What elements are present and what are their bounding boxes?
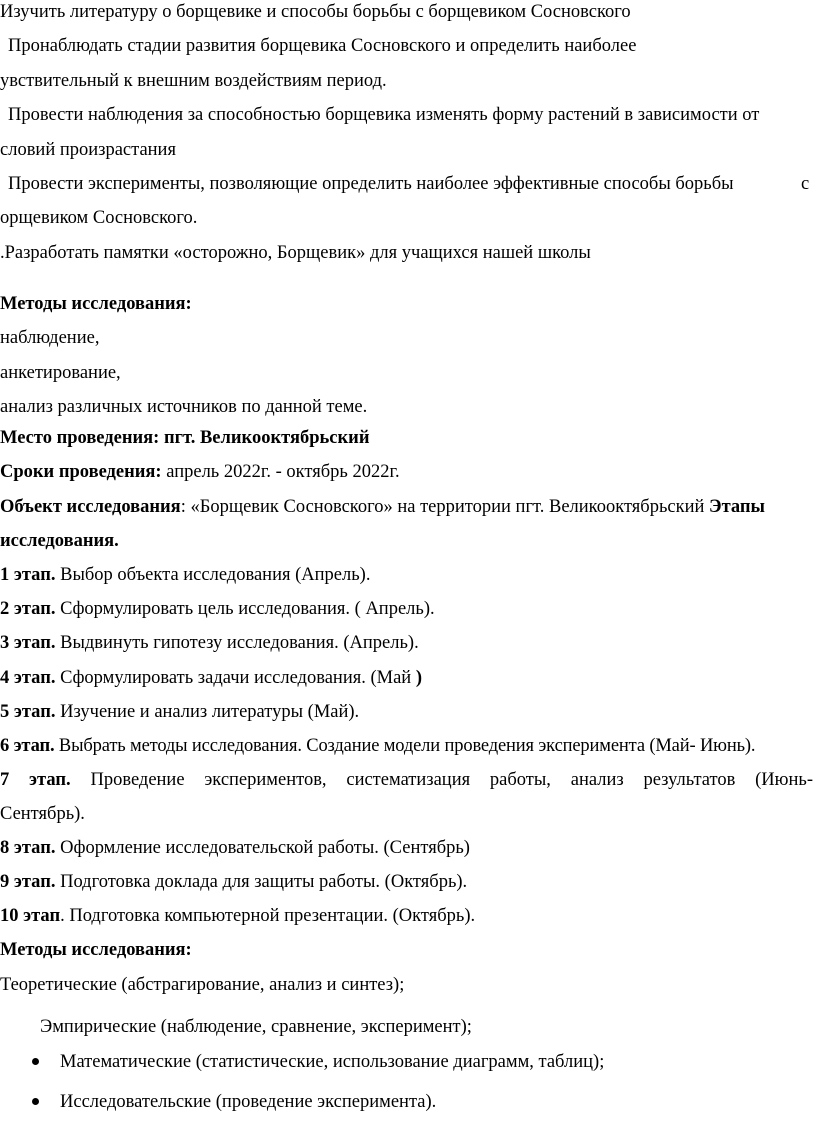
stage-label: 8 этап. — [0, 838, 56, 858]
stage-text: Сформулировать задачи исследования. (Май — [55, 668, 416, 688]
stage-3 — [0, 632, 419, 654]
methods-heading-2: Методы исследования: — [0, 940, 192, 960]
task-4-line-1-tail: с — [801, 174, 810, 194]
place-line: Место проведения: пгт. Великооктябрьский — [0, 428, 370, 448]
stage-4 — [0, 667, 422, 689]
stages-label-a: Этапы — [709, 497, 766, 517]
bullet-icon — [32, 1098, 39, 1105]
stage-text: Изучение и анализ литературы (Май). — [55, 702, 360, 722]
task-3-line-2: словий произрастания — [0, 140, 176, 160]
task-5: .Разработать памятки «осторожно, Борщевик» для учащихся нашей школы — [0, 243, 591, 263]
stage-label: 3 этап. — [0, 633, 56, 653]
stage-text: Подготовка доклада для защиты работы. (Октябрь). — [55, 872, 468, 892]
dates-line — [0, 461, 400, 483]
method-research: Исследовательские (проведение эксперимента). — [60, 1092, 437, 1112]
stage-text: Выбор объекта исследования (Апрель). — [55, 565, 371, 585]
stage-label: 6 этап. — [0, 736, 55, 756]
task-4-line-1: Провести эксперименты, позволяющие определить наиболее эффективные способы борьбы — [8, 174, 734, 194]
stage-10 — [0, 905, 475, 927]
method-item-survey: анкетирование, — [0, 363, 121, 383]
stage-1 — [0, 564, 370, 586]
stage-label: 2 этап. — [0, 599, 56, 619]
object-label: Объект исследования — [0, 497, 181, 517]
methods-heading-1: Методы исследования: — [0, 294, 192, 314]
stage-8 — [0, 837, 470, 859]
task-4-line-2: орщевиком Сосновского. — [0, 208, 198, 228]
object-value: : «Борщевик Сосновского» на территории пгт. Великооктябрьский — [180, 497, 710, 517]
dates-label: Сроки проведения: — [0, 462, 162, 482]
method-item-observation: наблюдение, — [0, 328, 100, 348]
method-empirical: Эмпирические (наблюдение, сравнение, эксперимент); — [40, 1017, 472, 1037]
stage-text: Оформление исследовательской работы. (Сентябрь) — [55, 838, 470, 858]
method-mathematical: Математические (статистические, использование диаграмм, таблиц); — [60, 1052, 605, 1072]
stage-text: Сформулировать цель исследования. ( Апрель). — [55, 599, 435, 619]
stage-text: . Подготовка компьютерной презентации. (Октябрь). — [60, 906, 476, 926]
stage-text: Выбрать методы исследования. Создание модели проведения эксперимента (Май- Июнь). — [54, 736, 756, 756]
bullet-icon — [32, 1058, 39, 1065]
stage-text: Проведение экспериментов, систематизация работы, анализ результатов (Июнь- — [70, 770, 813, 790]
stage-7-line-1 — [0, 769, 813, 791]
task-1: Изучить литературу о борщевике и способы борьбы с борщевиком Сосновского — [0, 2, 631, 22]
stage-label: 5 этап. — [0, 702, 56, 722]
stage-text: Выдвинуть гипотезу исследования. (Апрель). — [55, 633, 419, 653]
stage-label: 4 этап. — [0, 668, 56, 688]
stages-label-b: исследования. — [0, 531, 119, 551]
task-2-line-1: Пронаблюдать стадии развития борщевика Сосновского и определить наиболее — [8, 36, 637, 56]
stage-2 — [0, 598, 435, 620]
stage-7-line-2: Сентябрь). — [0, 804, 85, 824]
method-item-analysis: анализ различных источников по данной теме. — [0, 397, 368, 417]
stage-label: 1 этап. — [0, 565, 56, 585]
stage-tail: ) — [415, 668, 422, 688]
stage-label: 9 этап. — [0, 872, 56, 892]
object-line — [0, 496, 765, 518]
task-3-line-1: Провести наблюдения за способностью борщевика изменять форму растений в зависимости от — [8, 105, 760, 125]
task-2-line-2: увствительный к внешним воздействиям период. — [0, 71, 387, 91]
stage-label: 7 этап. — [0, 770, 71, 790]
method-theoretical: Теоретические (абстрагирование, анализ и синтез); — [0, 975, 405, 995]
stage-label: 10 этап — [0, 906, 61, 926]
stage-6 — [0, 735, 755, 757]
dates-value: апрель 2022г. - октябрь 2022г. — [161, 462, 400, 482]
stage-9 — [0, 871, 467, 893]
stage-5 — [0, 701, 359, 723]
